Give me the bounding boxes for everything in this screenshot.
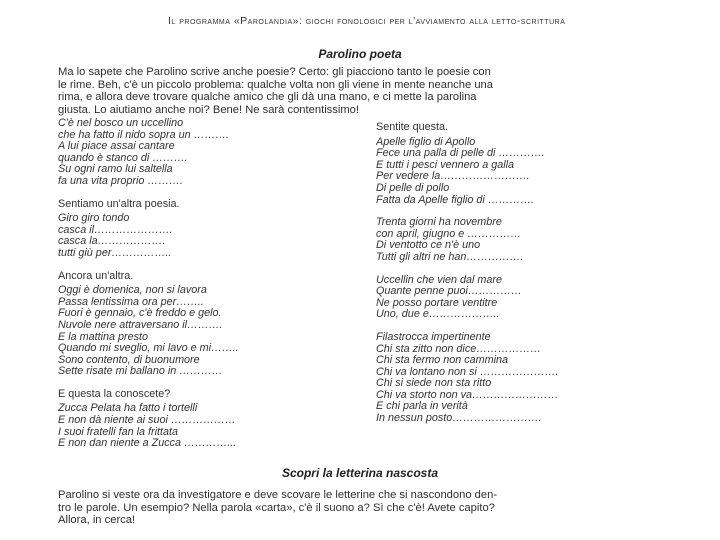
poem-line: che ha fatto il nido sopra un ………. <box>58 129 230 141</box>
left-column <box>58 118 358 461</box>
intro-line: le rime. Beh, c'è un piccolo problema: qualche volta non gli viene in mente neanche una <box>58 78 493 91</box>
poem-line: Uno, due e……………….. <box>376 309 500 321</box>
poem-line: Oggi è domenica, non si lavora <box>58 285 207 297</box>
poem-line: fa una vita proprio ………. <box>58 175 183 187</box>
poem-line: Tutti gli altri ne han……………. <box>376 251 524 263</box>
poem-line: Sette risate mi ballano in ………… <box>58 366 223 378</box>
poem-line: Zucca Pelata ha fatto i tortelli <box>58 403 198 415</box>
poem-line: con april, giugno e …………… <box>376 228 522 240</box>
poem-line: Chi va lontano non si …………………. <box>376 366 559 378</box>
poem-domenica <box>58 285 358 378</box>
poem-line: Chi va storto non va…………………… <box>376 389 559 401</box>
poem-line: Ne posso portare ventitre <box>376 297 498 309</box>
poem-line: E tutti i pesci vennero a galla <box>376 159 515 171</box>
poem-line: A lui piace assai cantare <box>58 141 175 153</box>
poem-giro-giro-tondo <box>58 213 358 259</box>
poem-line: Chi sta fermo non cammina <box>376 355 509 367</box>
poem-line: Su ogni ramo lui saltella <box>58 164 173 176</box>
poem-line: Sono contento, di buonumore <box>58 354 200 366</box>
poem-line: I suoi fratelli fan la frittata <box>58 426 179 438</box>
poem-line: Nuvole nere attraversano il………. <box>58 319 223 331</box>
running-header: Il programma «Parolandia»: giochi fonologici per l'avviamento alla letto-scrittura <box>168 15 566 27</box>
intro-line: rima, e allora deve trovare qualche amico che gli dà una mano, e ci mette la parolina <box>58 91 477 104</box>
poem-line: casca il…………………. <box>58 224 173 236</box>
right-column <box>376 122 676 436</box>
poem-line: Apelle figlio di Apollo <box>376 136 476 148</box>
outro-line: tro le parole. Un esempio? Nella parola «carta», c'è il suono a? Sì che c'è! Avete capito? <box>58 501 495 514</box>
poem-line: Giro giro tondo <box>58 213 130 225</box>
poem-line: C'è nel bosco un uccellino <box>58 118 184 129</box>
poem-line: casca la………………. <box>58 236 166 248</box>
intro-line: Ma lo sapete che Parolino scrive anche poesie? Certo: gli piacciono tanto le poesie con <box>58 66 491 78</box>
poem-uccellin-mare <box>376 275 676 321</box>
poem-line: E non dan niente a Zucca …………... <box>58 438 237 450</box>
poem-line: Uccellin che vien dal mare <box>376 274 503 286</box>
poem-line: Di ventotto ce n'è uno <box>376 240 481 252</box>
section-title-parolino-poeta: Parolino poeta <box>318 47 402 61</box>
intro-paragraph <box>58 66 670 116</box>
poem-line: Filastrocca impertinente <box>376 331 491 343</box>
poem-line: Di pelle di pollo <box>376 182 450 194</box>
poem-line: Quando mi sveglio, mi lavo e mi…….. <box>58 343 239 355</box>
poem-trenta-giorni <box>376 217 676 263</box>
poem-line: Chi sta zitto non dice……………… <box>376 343 542 355</box>
outro-line: Allora, in cerca! <box>58 514 136 527</box>
poem-line: E chi parla in verità <box>376 401 468 413</box>
intro-line: giusta. Lo aiutiamo anche noi? Bene! Ne sarà contentissimo! <box>58 103 359 116</box>
poem-line: Passa lentissima ora per…….. <box>58 296 204 308</box>
poem-filastrocca <box>376 332 676 425</box>
lead-sentite: Sentite questa. <box>376 122 449 133</box>
poem-line: Fuori è gennaio, c'è freddo e gelo. <box>58 308 222 320</box>
section-title-letterina: Scopri la letterina nascosta <box>281 466 439 480</box>
poem-line: Trenta giorni ha novembre <box>376 217 502 229</box>
poem-line: Quante penne puoi…………… <box>376 286 522 298</box>
poem-apelle <box>376 137 676 207</box>
poem-line: È la mattina presto <box>58 331 149 343</box>
poem-line: quando è stanco di ………. <box>58 152 188 164</box>
lead-sentiamo: Sentiamo un'altra poesia. <box>58 198 180 210</box>
outro-paragraph <box>58 489 670 527</box>
poem-line: Fece una palla di pelle di …………. <box>376 148 545 160</box>
lead-conoscete: E questa la conoscete? <box>58 388 171 400</box>
poem-line: In nessun posto……………………. <box>376 413 542 425</box>
poem-line: E non dà niente ai suoi ……………… <box>58 415 236 427</box>
outro-line: Parolino si veste ora da investigatore e deve scovare le letterine che si nascondono den- <box>58 489 498 501</box>
lead-ancora: Ancora un'altra. <box>58 270 134 282</box>
poem-line: Fatta da Apelle figlio di …………. <box>376 194 535 206</box>
poem-line: Chi si siede non sta ritto <box>376 378 492 390</box>
poem-line: Per vedere la……………………. <box>376 171 530 183</box>
poem-line: tutti giù per…………….. <box>58 247 172 259</box>
poem-zucca-pelata <box>58 403 358 449</box>
poem-uccellino <box>58 118 358 188</box>
